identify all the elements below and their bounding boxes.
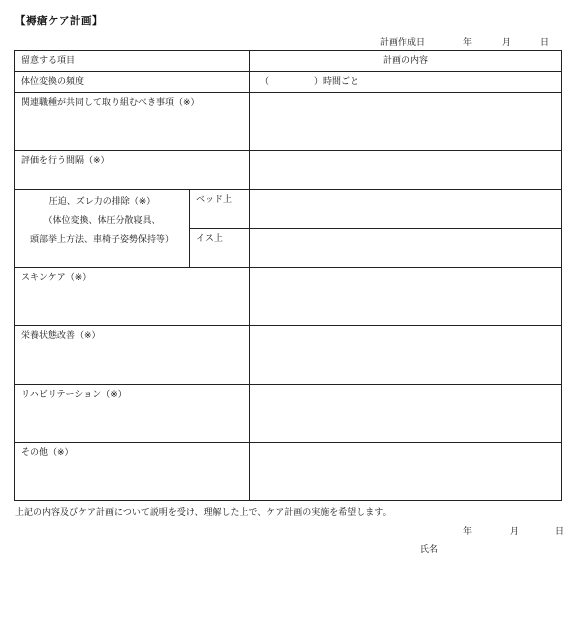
row-other	[15, 443, 562, 501]
header-item: 留意する項目	[15, 51, 250, 72]
other-field[interactable]	[250, 443, 562, 501]
row-pressure-bed	[15, 190, 562, 229]
chair-field[interactable]	[250, 229, 562, 268]
pressure-label-line2: （体位変換、体圧分散寝具、	[43, 216, 161, 226]
position-change-field[interactable]	[250, 72, 562, 93]
document-title: 【褥瘡ケア計画】	[15, 15, 103, 27]
bed-label: ベッド上	[190, 190, 250, 229]
sign-date-year: 年	[463, 527, 473, 537]
rehab-label: リハビリテーション（※）	[15, 385, 250, 443]
plan-date-year: 年	[463, 38, 473, 48]
plan-date-label: 計画作成日	[380, 38, 426, 48]
name-field[interactable]	[445, 540, 560, 554]
row-skin-care	[15, 268, 562, 326]
pressure-label-line3: 頭部挙上方法、車椅子姿勢保持等）	[29, 235, 174, 245]
row-position-change	[15, 72, 562, 93]
shared-items-field[interactable]	[250, 93, 562, 151]
table-header-row	[15, 51, 562, 72]
nutrition-label: 栄養状態改善（※）	[15, 326, 250, 385]
sign-date-day: 日	[555, 527, 565, 537]
bed-field[interactable]	[250, 190, 562, 229]
position-change-label: 体位変換の頻度	[15, 72, 250, 93]
shared-items-label: 関連職種が共同して取り組むべき事項（※）	[15, 93, 250, 151]
evaluation-field[interactable]	[250, 151, 562, 190]
skin-care-field[interactable]	[250, 268, 562, 326]
skin-care-label: スキンケア（※）	[15, 268, 250, 326]
rehab-field[interactable]	[250, 385, 562, 443]
care-plan-table	[14, 50, 562, 501]
nutrition-field[interactable]	[250, 326, 562, 385]
row-nutrition	[15, 326, 562, 385]
pressure-label	[15, 190, 190, 268]
plan-date-month: 月	[502, 38, 512, 48]
position-change-hours: （ ）時間ごと	[260, 77, 360, 87]
header-content: 計画の内容	[250, 51, 562, 72]
pressure-label-line1: 圧迫、ズレ力の排除（※）	[48, 197, 156, 207]
evaluation-label: 評価を行う間隔（※）	[15, 151, 250, 190]
consent-statement: 上記の内容及びケア計画について説明を受け、理解した上で、ケア計画の実施を希望します。	[15, 508, 392, 518]
row-shared-items	[15, 93, 562, 151]
row-rehab	[15, 385, 562, 443]
other-label: その他（※）	[15, 443, 250, 501]
plan-date-day: 日	[540, 38, 550, 48]
sign-date-month: 月	[510, 527, 520, 537]
row-evaluation	[15, 151, 562, 190]
name-label: 氏名	[420, 545, 439, 555]
chair-label: イス上	[190, 229, 250, 268]
